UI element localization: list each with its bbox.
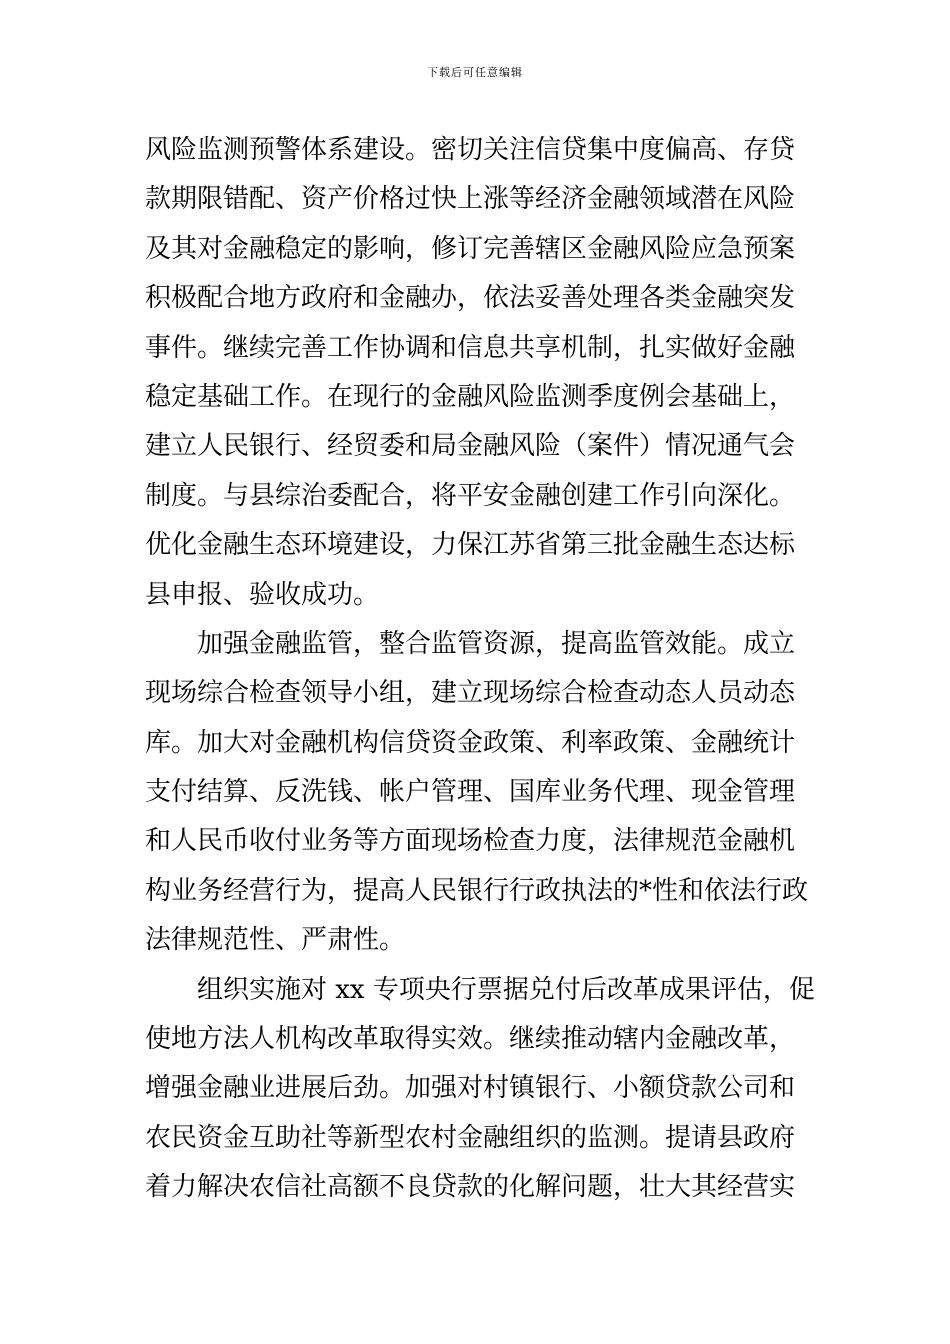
text-line: 现场综合检查领导小组，建立现场综合检查动态人员动态 — [145, 678, 796, 709]
document-body — [145, 126, 815, 1213]
text-line: 稳定基础工作。在现行的金融风险监测季度例会基础上， — [145, 381, 796, 412]
text-line: 县申报、验收成功。 — [145, 579, 380, 610]
text-line: 着力解决农信社高额不良贷款的化解问题，壮大其经营实 — [145, 1172, 796, 1203]
text-line: 法律规范性、严肃性。 — [145, 925, 406, 956]
paragraph-first-line: 组织实施对 xx 专项央行票据兑付后改革成果评估，促 — [197, 974, 815, 1005]
text-line: 和人民币收付业务等方面现场检查力度，法律规范金融机 — [145, 826, 796, 857]
text-line: 建立人民银行、经贸委和局金融风险（案件）情况通气会 — [145, 431, 796, 462]
text-line: 及其对金融稳定的影响，修订完善辖区金融风险应急预案 — [145, 233, 796, 264]
text-line: 制度。与县综治委配合，将平安金融创建工作引向深化。 — [145, 480, 796, 511]
text-line: 库。加大对金融机构信贷资金政策、利率政策、金融统计 — [145, 727, 796, 758]
text-line: 农民资金互助社等新型农村金融组织的监测。提请县政府 — [145, 1122, 796, 1153]
text-line: 事件。继续完善工作协调和信息共享机制，扎实做好金融 — [145, 332, 796, 363]
text-line: 使地方法人机构改革取得实效。继续推动辖内金融改革， — [145, 1024, 796, 1055]
text-line: 款期限错配、资产价格过快上涨等经济金融领域潜在风险 — [145, 184, 796, 215]
text-line: 构业务经营行为，提高人民银行行政执法的*性和依法行政 — [145, 875, 809, 906]
paragraph-first-line: 加强金融监管，整合监管资源，提高监管效能。成立 — [197, 628, 796, 659]
text-line: 风险监测预警体系建设。密切关注信贷集中度偏高、存贷 — [145, 135, 796, 165]
text-line: 积极配合地方政府和金融办，依法妥善处理各类金融突发 — [145, 283, 796, 314]
text-line: 增强金融业进展后劲。加强对村镇银行、小额贷款公司和 — [145, 1073, 796, 1104]
text-line: 优化金融生态环境建设，力保江苏省第三批金融生态达标 — [145, 530, 796, 561]
page-header-note: 下载后可任意编辑 — [427, 66, 523, 79]
text-line: 支付结算、反洗钱、帐户管理、国库业务代理、现金管理 — [145, 777, 796, 808]
